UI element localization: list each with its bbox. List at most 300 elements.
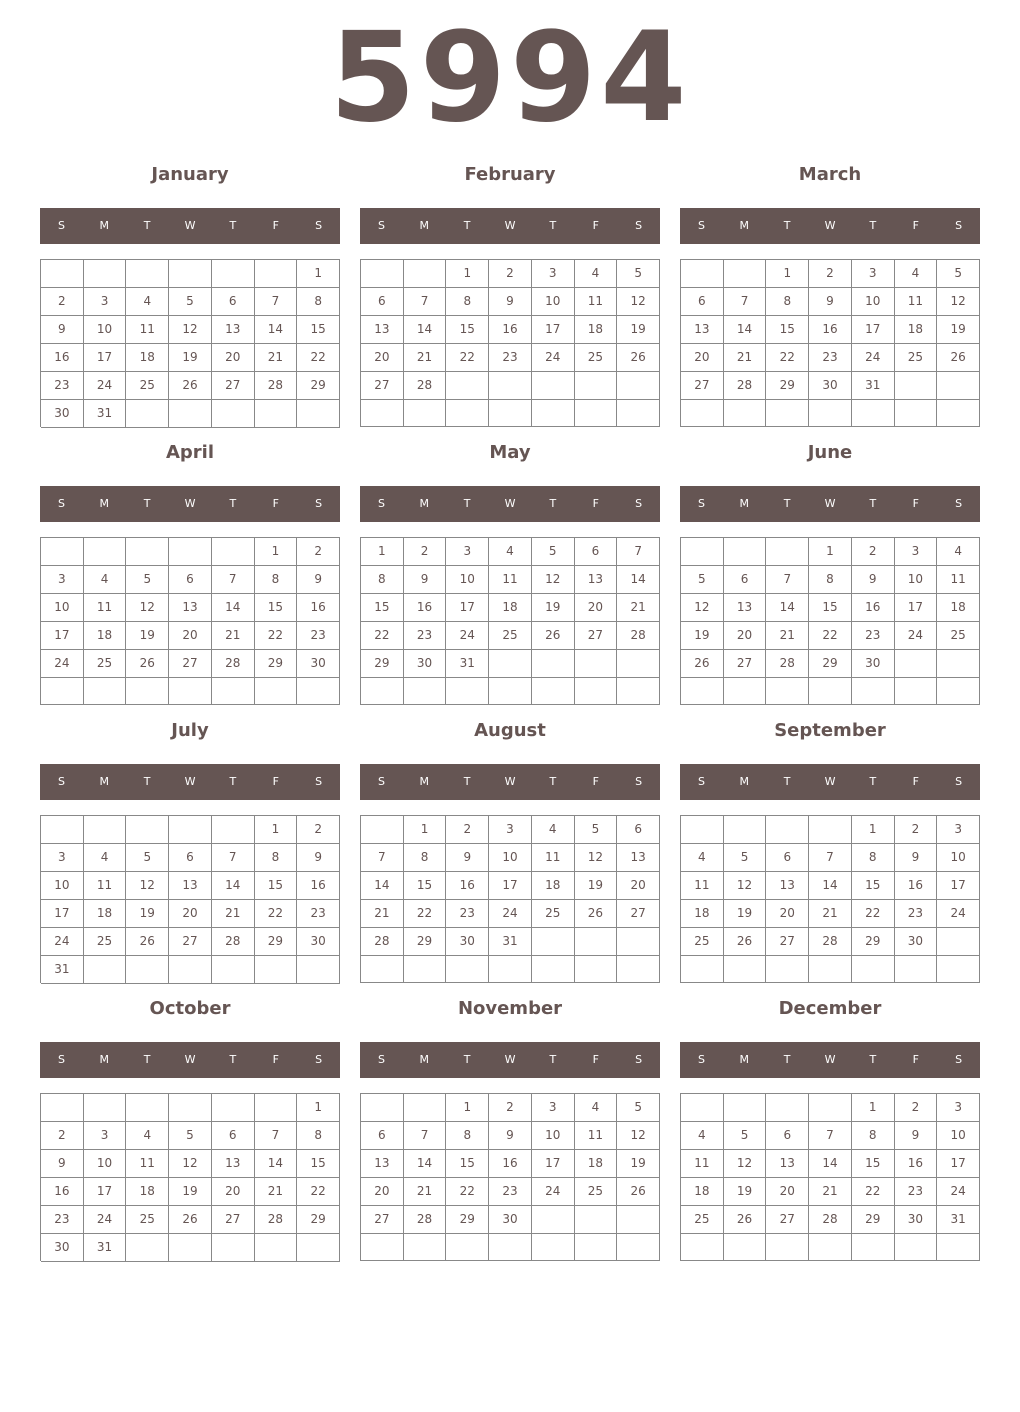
day-cell: 24 bbox=[937, 900, 980, 928]
day-cell: 17 bbox=[895, 594, 938, 622]
day-cell: 27 bbox=[617, 900, 660, 928]
day-cell: 8 bbox=[255, 844, 298, 872]
day-cell: 11 bbox=[681, 872, 724, 900]
empty-day-cell bbox=[766, 400, 809, 427]
day-cell: 30 bbox=[297, 928, 340, 956]
day-cell: 28 bbox=[361, 928, 404, 956]
weekday-label: S bbox=[955, 219, 963, 232]
weekday-label: T bbox=[869, 497, 877, 510]
weekday-label: S bbox=[315, 497, 323, 510]
empty-day-cell bbox=[41, 1094, 84, 1122]
day-cell: 22 bbox=[446, 344, 489, 372]
empty-day-cell bbox=[41, 816, 84, 844]
empty-day-cell bbox=[724, 260, 767, 288]
day-cell: 19 bbox=[937, 316, 980, 344]
day-cell: 18 bbox=[895, 316, 938, 344]
day-cell: 26 bbox=[937, 344, 980, 372]
weekday-label: T bbox=[143, 775, 151, 788]
empty-day-cell bbox=[852, 400, 895, 427]
day-cell: 27 bbox=[766, 1206, 809, 1234]
day-cell: 7 bbox=[404, 288, 447, 316]
empty-day-cell bbox=[681, 678, 724, 705]
day-cell: 29 bbox=[809, 650, 852, 678]
empty-day-cell bbox=[361, 956, 404, 983]
day-cell: 13 bbox=[575, 566, 618, 594]
day-cell: 16 bbox=[852, 594, 895, 622]
weekday-label: S bbox=[377, 219, 385, 232]
empty-day-cell bbox=[532, 678, 575, 705]
day-cell: 10 bbox=[41, 594, 84, 622]
day-cell: 27 bbox=[169, 650, 212, 678]
day-cell: 19 bbox=[126, 900, 169, 928]
day-cell: 5 bbox=[724, 844, 767, 872]
empty-day-cell bbox=[575, 650, 618, 678]
day-cell: 30 bbox=[852, 650, 895, 678]
weekday-header bbox=[680, 486, 980, 522]
day-cell: 17 bbox=[84, 1178, 127, 1206]
day-grid bbox=[680, 537, 980, 705]
empty-day-cell bbox=[766, 1094, 809, 1122]
day-cell: 31 bbox=[41, 956, 84, 984]
day-cell: 26 bbox=[169, 372, 212, 400]
day-cell: 18 bbox=[489, 594, 532, 622]
day-cell: 4 bbox=[489, 538, 532, 566]
weekday-label: W bbox=[504, 497, 516, 510]
day-cell: 23 bbox=[41, 1206, 84, 1234]
day-cell: 4 bbox=[895, 260, 938, 288]
day-cell: 9 bbox=[297, 844, 340, 872]
day-cell: 1 bbox=[446, 260, 489, 288]
day-cell: 19 bbox=[169, 344, 212, 372]
empty-day-cell bbox=[361, 1094, 404, 1122]
day-cell: 18 bbox=[126, 344, 169, 372]
day-cell: 15 bbox=[255, 872, 298, 900]
day-cell: 20 bbox=[361, 344, 404, 372]
weekday-label: F bbox=[912, 775, 919, 788]
empty-day-cell bbox=[724, 400, 767, 427]
weekday-label: M bbox=[419, 497, 430, 510]
day-cell: 11 bbox=[489, 566, 532, 594]
weekday-label: T bbox=[229, 775, 237, 788]
day-cell: 27 bbox=[724, 650, 767, 678]
day-cell: 14 bbox=[255, 1150, 298, 1178]
weekday-label: T bbox=[229, 1053, 237, 1066]
day-cell: 11 bbox=[532, 844, 575, 872]
empty-day-cell bbox=[766, 538, 809, 566]
weekday-label: S bbox=[377, 1053, 385, 1066]
weekday-label: S bbox=[955, 497, 963, 510]
empty-day-cell bbox=[126, 538, 169, 566]
weekday-label: T bbox=[143, 1053, 151, 1066]
empty-day-cell bbox=[361, 400, 404, 427]
day-cell: 21 bbox=[724, 344, 767, 372]
empty-day-cell bbox=[169, 1094, 212, 1122]
day-cell: 8 bbox=[446, 288, 489, 316]
empty-day-cell bbox=[681, 956, 724, 983]
empty-day-cell bbox=[84, 956, 127, 984]
empty-day-cell bbox=[169, 816, 212, 844]
day-cell: 23 bbox=[404, 622, 447, 650]
day-cell: 17 bbox=[41, 622, 84, 650]
day-cell: 28 bbox=[212, 928, 255, 956]
day-cell: 19 bbox=[681, 622, 724, 650]
day-cell: 23 bbox=[852, 622, 895, 650]
day-cell: 29 bbox=[361, 650, 404, 678]
day-cell: 18 bbox=[84, 900, 127, 928]
day-cell: 4 bbox=[126, 288, 169, 316]
weekday-header bbox=[40, 764, 340, 800]
day-cell: 26 bbox=[724, 928, 767, 956]
empty-day-cell bbox=[681, 816, 724, 844]
day-cell: 15 bbox=[361, 594, 404, 622]
day-cell: 24 bbox=[532, 1178, 575, 1206]
day-cell: 22 bbox=[852, 900, 895, 928]
empty-day-cell bbox=[937, 1234, 980, 1261]
weekday-label: S bbox=[57, 1053, 65, 1066]
day-cell: 11 bbox=[895, 288, 938, 316]
month-name: July bbox=[171, 720, 209, 741]
day-grid bbox=[360, 259, 660, 427]
day-cell: 6 bbox=[575, 538, 618, 566]
day-cell: 26 bbox=[724, 1206, 767, 1234]
day-cell: 5 bbox=[681, 566, 724, 594]
empty-day-cell bbox=[84, 1094, 127, 1122]
day-cell: 5 bbox=[617, 1094, 660, 1122]
day-grid bbox=[40, 1093, 340, 1261]
day-cell: 12 bbox=[169, 1150, 212, 1178]
day-cell: 6 bbox=[766, 1122, 809, 1150]
empty-day-cell bbox=[724, 1094, 767, 1122]
day-cell: 17 bbox=[937, 872, 980, 900]
day-cell: 5 bbox=[126, 566, 169, 594]
weekday-label: T bbox=[549, 219, 557, 232]
day-cell: 19 bbox=[724, 900, 767, 928]
empty-day-cell bbox=[489, 956, 532, 983]
day-cell: 21 bbox=[404, 1178, 447, 1206]
day-cell: 1 bbox=[404, 816, 447, 844]
day-cell: 18 bbox=[575, 1150, 618, 1178]
day-cell: 24 bbox=[41, 928, 84, 956]
weekday-header bbox=[40, 208, 340, 244]
day-cell: 16 bbox=[41, 1178, 84, 1206]
day-cell: 23 bbox=[297, 900, 340, 928]
day-cell: 17 bbox=[532, 1150, 575, 1178]
day-cell: 27 bbox=[169, 928, 212, 956]
weekday-label: T bbox=[869, 1053, 877, 1066]
empty-day-cell bbox=[297, 400, 340, 428]
weekday-label: T bbox=[783, 1053, 791, 1066]
empty-day-cell bbox=[212, 260, 255, 288]
day-cell: 14 bbox=[617, 566, 660, 594]
day-cell: 9 bbox=[489, 288, 532, 316]
day-cell: 11 bbox=[681, 1150, 724, 1178]
empty-day-cell bbox=[681, 1094, 724, 1122]
day-cell: 14 bbox=[404, 1150, 447, 1178]
day-cell: 22 bbox=[809, 622, 852, 650]
day-cell: 15 bbox=[766, 316, 809, 344]
empty-day-cell bbox=[681, 260, 724, 288]
weekday-label: W bbox=[504, 1053, 516, 1066]
empty-day-cell bbox=[937, 956, 980, 983]
day-cell: 4 bbox=[937, 538, 980, 566]
day-cell: 23 bbox=[809, 344, 852, 372]
day-cell: 16 bbox=[809, 316, 852, 344]
day-cell: 8 bbox=[297, 1122, 340, 1150]
empty-day-cell bbox=[126, 1234, 169, 1262]
weekday-label: S bbox=[697, 497, 705, 510]
day-cell: 1 bbox=[852, 1094, 895, 1122]
day-cell: 22 bbox=[852, 1178, 895, 1206]
day-grid bbox=[40, 537, 340, 705]
empty-day-cell bbox=[724, 1234, 767, 1261]
day-cell: 23 bbox=[895, 1178, 938, 1206]
day-cell: 18 bbox=[937, 594, 980, 622]
day-cell: 7 bbox=[404, 1122, 447, 1150]
day-cell: 20 bbox=[724, 622, 767, 650]
day-cell: 31 bbox=[852, 372, 895, 400]
day-cell: 12 bbox=[724, 872, 767, 900]
day-cell: 3 bbox=[532, 1094, 575, 1122]
empty-day-cell bbox=[212, 816, 255, 844]
weekday-label: M bbox=[419, 219, 430, 232]
day-cell: 9 bbox=[41, 316, 84, 344]
empty-day-cell bbox=[937, 400, 980, 427]
empty-day-cell bbox=[575, 678, 618, 705]
weekday-label: W bbox=[824, 775, 836, 788]
day-cell: 31 bbox=[446, 650, 489, 678]
empty-day-cell bbox=[126, 260, 169, 288]
weekday-header bbox=[360, 208, 660, 244]
day-cell: 28 bbox=[404, 1206, 447, 1234]
day-cell: 3 bbox=[84, 288, 127, 316]
day-cell: 13 bbox=[169, 594, 212, 622]
empty-day-cell bbox=[404, 260, 447, 288]
day-cell: 20 bbox=[681, 344, 724, 372]
day-cell: 22 bbox=[297, 1178, 340, 1206]
day-cell: 26 bbox=[617, 1178, 660, 1206]
empty-day-cell bbox=[617, 400, 660, 427]
empty-day-cell bbox=[255, 260, 298, 288]
day-cell: 1 bbox=[446, 1094, 489, 1122]
weekday-label: S bbox=[315, 219, 323, 232]
empty-day-cell bbox=[489, 372, 532, 400]
weekday-label: M bbox=[99, 497, 110, 510]
day-grid bbox=[680, 1093, 980, 1261]
day-cell: 13 bbox=[681, 316, 724, 344]
day-cell: 15 bbox=[852, 872, 895, 900]
day-cell: 5 bbox=[169, 288, 212, 316]
empty-day-cell bbox=[84, 538, 127, 566]
day-cell: 12 bbox=[532, 566, 575, 594]
day-cell: 29 bbox=[297, 372, 340, 400]
day-cell: 25 bbox=[575, 1178, 618, 1206]
day-cell: 14 bbox=[361, 872, 404, 900]
empty-day-cell bbox=[617, 1234, 660, 1261]
day-cell: 13 bbox=[724, 594, 767, 622]
day-cell: 30 bbox=[489, 1206, 532, 1234]
empty-day-cell bbox=[532, 372, 575, 400]
day-cell: 24 bbox=[446, 622, 489, 650]
month-name: February bbox=[464, 164, 556, 185]
empty-day-cell bbox=[41, 678, 84, 705]
day-cell: 15 bbox=[852, 1150, 895, 1178]
day-cell: 2 bbox=[489, 1094, 532, 1122]
day-cell: 23 bbox=[446, 900, 489, 928]
day-cell: 25 bbox=[126, 372, 169, 400]
day-cell: 21 bbox=[212, 900, 255, 928]
day-cell: 20 bbox=[212, 1178, 255, 1206]
weekday-label: T bbox=[463, 775, 471, 788]
day-cell: 27 bbox=[212, 1206, 255, 1234]
empty-day-cell bbox=[489, 678, 532, 705]
weekday-label: M bbox=[739, 1053, 750, 1066]
weekday-label: M bbox=[99, 1053, 110, 1066]
day-cell: 6 bbox=[766, 844, 809, 872]
empty-day-cell bbox=[404, 678, 447, 705]
weekday-header bbox=[680, 208, 980, 244]
weekday-label: S bbox=[635, 775, 643, 788]
day-cell: 2 bbox=[404, 538, 447, 566]
day-cell: 24 bbox=[489, 900, 532, 928]
day-grid bbox=[360, 1093, 660, 1261]
weekday-label: W bbox=[184, 1053, 196, 1066]
day-cell: 20 bbox=[169, 622, 212, 650]
day-cell: 29 bbox=[297, 1206, 340, 1234]
day-cell: 10 bbox=[532, 1122, 575, 1150]
day-cell: 29 bbox=[852, 928, 895, 956]
month-name: April bbox=[165, 442, 215, 463]
day-cell: 2 bbox=[895, 1094, 938, 1122]
empty-day-cell bbox=[84, 816, 127, 844]
day-cell: 30 bbox=[895, 1206, 938, 1234]
empty-day-cell bbox=[297, 1234, 340, 1262]
empty-day-cell bbox=[126, 400, 169, 428]
day-cell: 9 bbox=[852, 566, 895, 594]
weekday-label: S bbox=[697, 219, 705, 232]
day-cell: 22 bbox=[446, 1178, 489, 1206]
weekday-label: T bbox=[869, 219, 877, 232]
empty-day-cell bbox=[297, 956, 340, 984]
empty-day-cell bbox=[724, 678, 767, 705]
empty-day-cell bbox=[617, 1206, 660, 1234]
day-cell: 11 bbox=[575, 1122, 618, 1150]
day-cell: 19 bbox=[724, 1178, 767, 1206]
day-cell: 11 bbox=[937, 566, 980, 594]
empty-day-cell bbox=[532, 928, 575, 956]
day-cell: 2 bbox=[297, 816, 340, 844]
day-cell: 7 bbox=[212, 566, 255, 594]
weekday-label: M bbox=[99, 775, 110, 788]
day-cell: 4 bbox=[681, 1122, 724, 1150]
empty-day-cell bbox=[532, 1234, 575, 1261]
day-cell: 5 bbox=[724, 1122, 767, 1150]
empty-day-cell bbox=[532, 1206, 575, 1234]
weekday-label: S bbox=[377, 775, 385, 788]
day-cell: 26 bbox=[681, 650, 724, 678]
day-cell: 15 bbox=[255, 594, 298, 622]
weekday-label: S bbox=[57, 775, 65, 788]
day-cell: 3 bbox=[84, 1122, 127, 1150]
empty-day-cell bbox=[766, 678, 809, 705]
empty-day-cell bbox=[41, 538, 84, 566]
empty-day-cell bbox=[766, 816, 809, 844]
weekday-label: S bbox=[635, 219, 643, 232]
day-cell: 25 bbox=[681, 928, 724, 956]
day-cell: 1 bbox=[852, 816, 895, 844]
weekday-header bbox=[360, 1042, 660, 1078]
weekday-label: S bbox=[315, 1053, 323, 1066]
empty-day-cell bbox=[169, 956, 212, 984]
day-cell: 27 bbox=[212, 372, 255, 400]
day-cell: 28 bbox=[724, 372, 767, 400]
day-grid bbox=[680, 815, 980, 983]
day-cell: 3 bbox=[446, 538, 489, 566]
empty-day-cell bbox=[724, 538, 767, 566]
day-cell: 4 bbox=[575, 1094, 618, 1122]
day-cell: 9 bbox=[895, 844, 938, 872]
day-cell: 26 bbox=[575, 900, 618, 928]
day-cell: 5 bbox=[937, 260, 980, 288]
weekday-label: S bbox=[635, 497, 643, 510]
day-cell: 2 bbox=[41, 1122, 84, 1150]
day-cell: 15 bbox=[446, 1150, 489, 1178]
day-cell: 19 bbox=[532, 594, 575, 622]
day-cell: 10 bbox=[852, 288, 895, 316]
day-cell: 28 bbox=[617, 622, 660, 650]
month-name: September bbox=[774, 720, 886, 741]
empty-day-cell bbox=[446, 400, 489, 427]
day-cell: 17 bbox=[532, 316, 575, 344]
empty-day-cell bbox=[724, 816, 767, 844]
day-cell: 21 bbox=[404, 344, 447, 372]
weekday-label: W bbox=[504, 219, 516, 232]
empty-day-cell bbox=[489, 400, 532, 427]
empty-day-cell bbox=[212, 678, 255, 705]
day-cell: 26 bbox=[126, 650, 169, 678]
day-cell: 13 bbox=[361, 316, 404, 344]
day-cell: 3 bbox=[41, 844, 84, 872]
day-cell: 14 bbox=[255, 316, 298, 344]
weekday-label: W bbox=[824, 1053, 836, 1066]
day-cell: 25 bbox=[84, 650, 127, 678]
empty-day-cell bbox=[446, 956, 489, 983]
day-cell: 29 bbox=[446, 1206, 489, 1234]
empty-day-cell bbox=[852, 678, 895, 705]
day-cell: 30 bbox=[404, 650, 447, 678]
day-cell: 13 bbox=[212, 1150, 255, 1178]
day-cell: 7 bbox=[809, 1122, 852, 1150]
empty-day-cell bbox=[852, 1234, 895, 1261]
empty-day-cell bbox=[255, 678, 298, 705]
day-cell: 6 bbox=[169, 566, 212, 594]
empty-day-cell bbox=[575, 400, 618, 427]
weekday-label: T bbox=[783, 775, 791, 788]
day-cell: 19 bbox=[575, 872, 618, 900]
empty-day-cell bbox=[126, 816, 169, 844]
empty-day-cell bbox=[41, 260, 84, 288]
day-cell: 1 bbox=[297, 260, 340, 288]
weekday-header bbox=[40, 1042, 340, 1078]
day-cell: 1 bbox=[766, 260, 809, 288]
day-cell: 13 bbox=[617, 844, 660, 872]
weekday-label: F bbox=[912, 219, 919, 232]
weekday-label: T bbox=[463, 1053, 471, 1066]
day-cell: 28 bbox=[809, 1206, 852, 1234]
empty-day-cell bbox=[169, 678, 212, 705]
empty-day-cell bbox=[895, 1234, 938, 1261]
empty-day-cell bbox=[446, 372, 489, 400]
day-cell: 17 bbox=[489, 872, 532, 900]
